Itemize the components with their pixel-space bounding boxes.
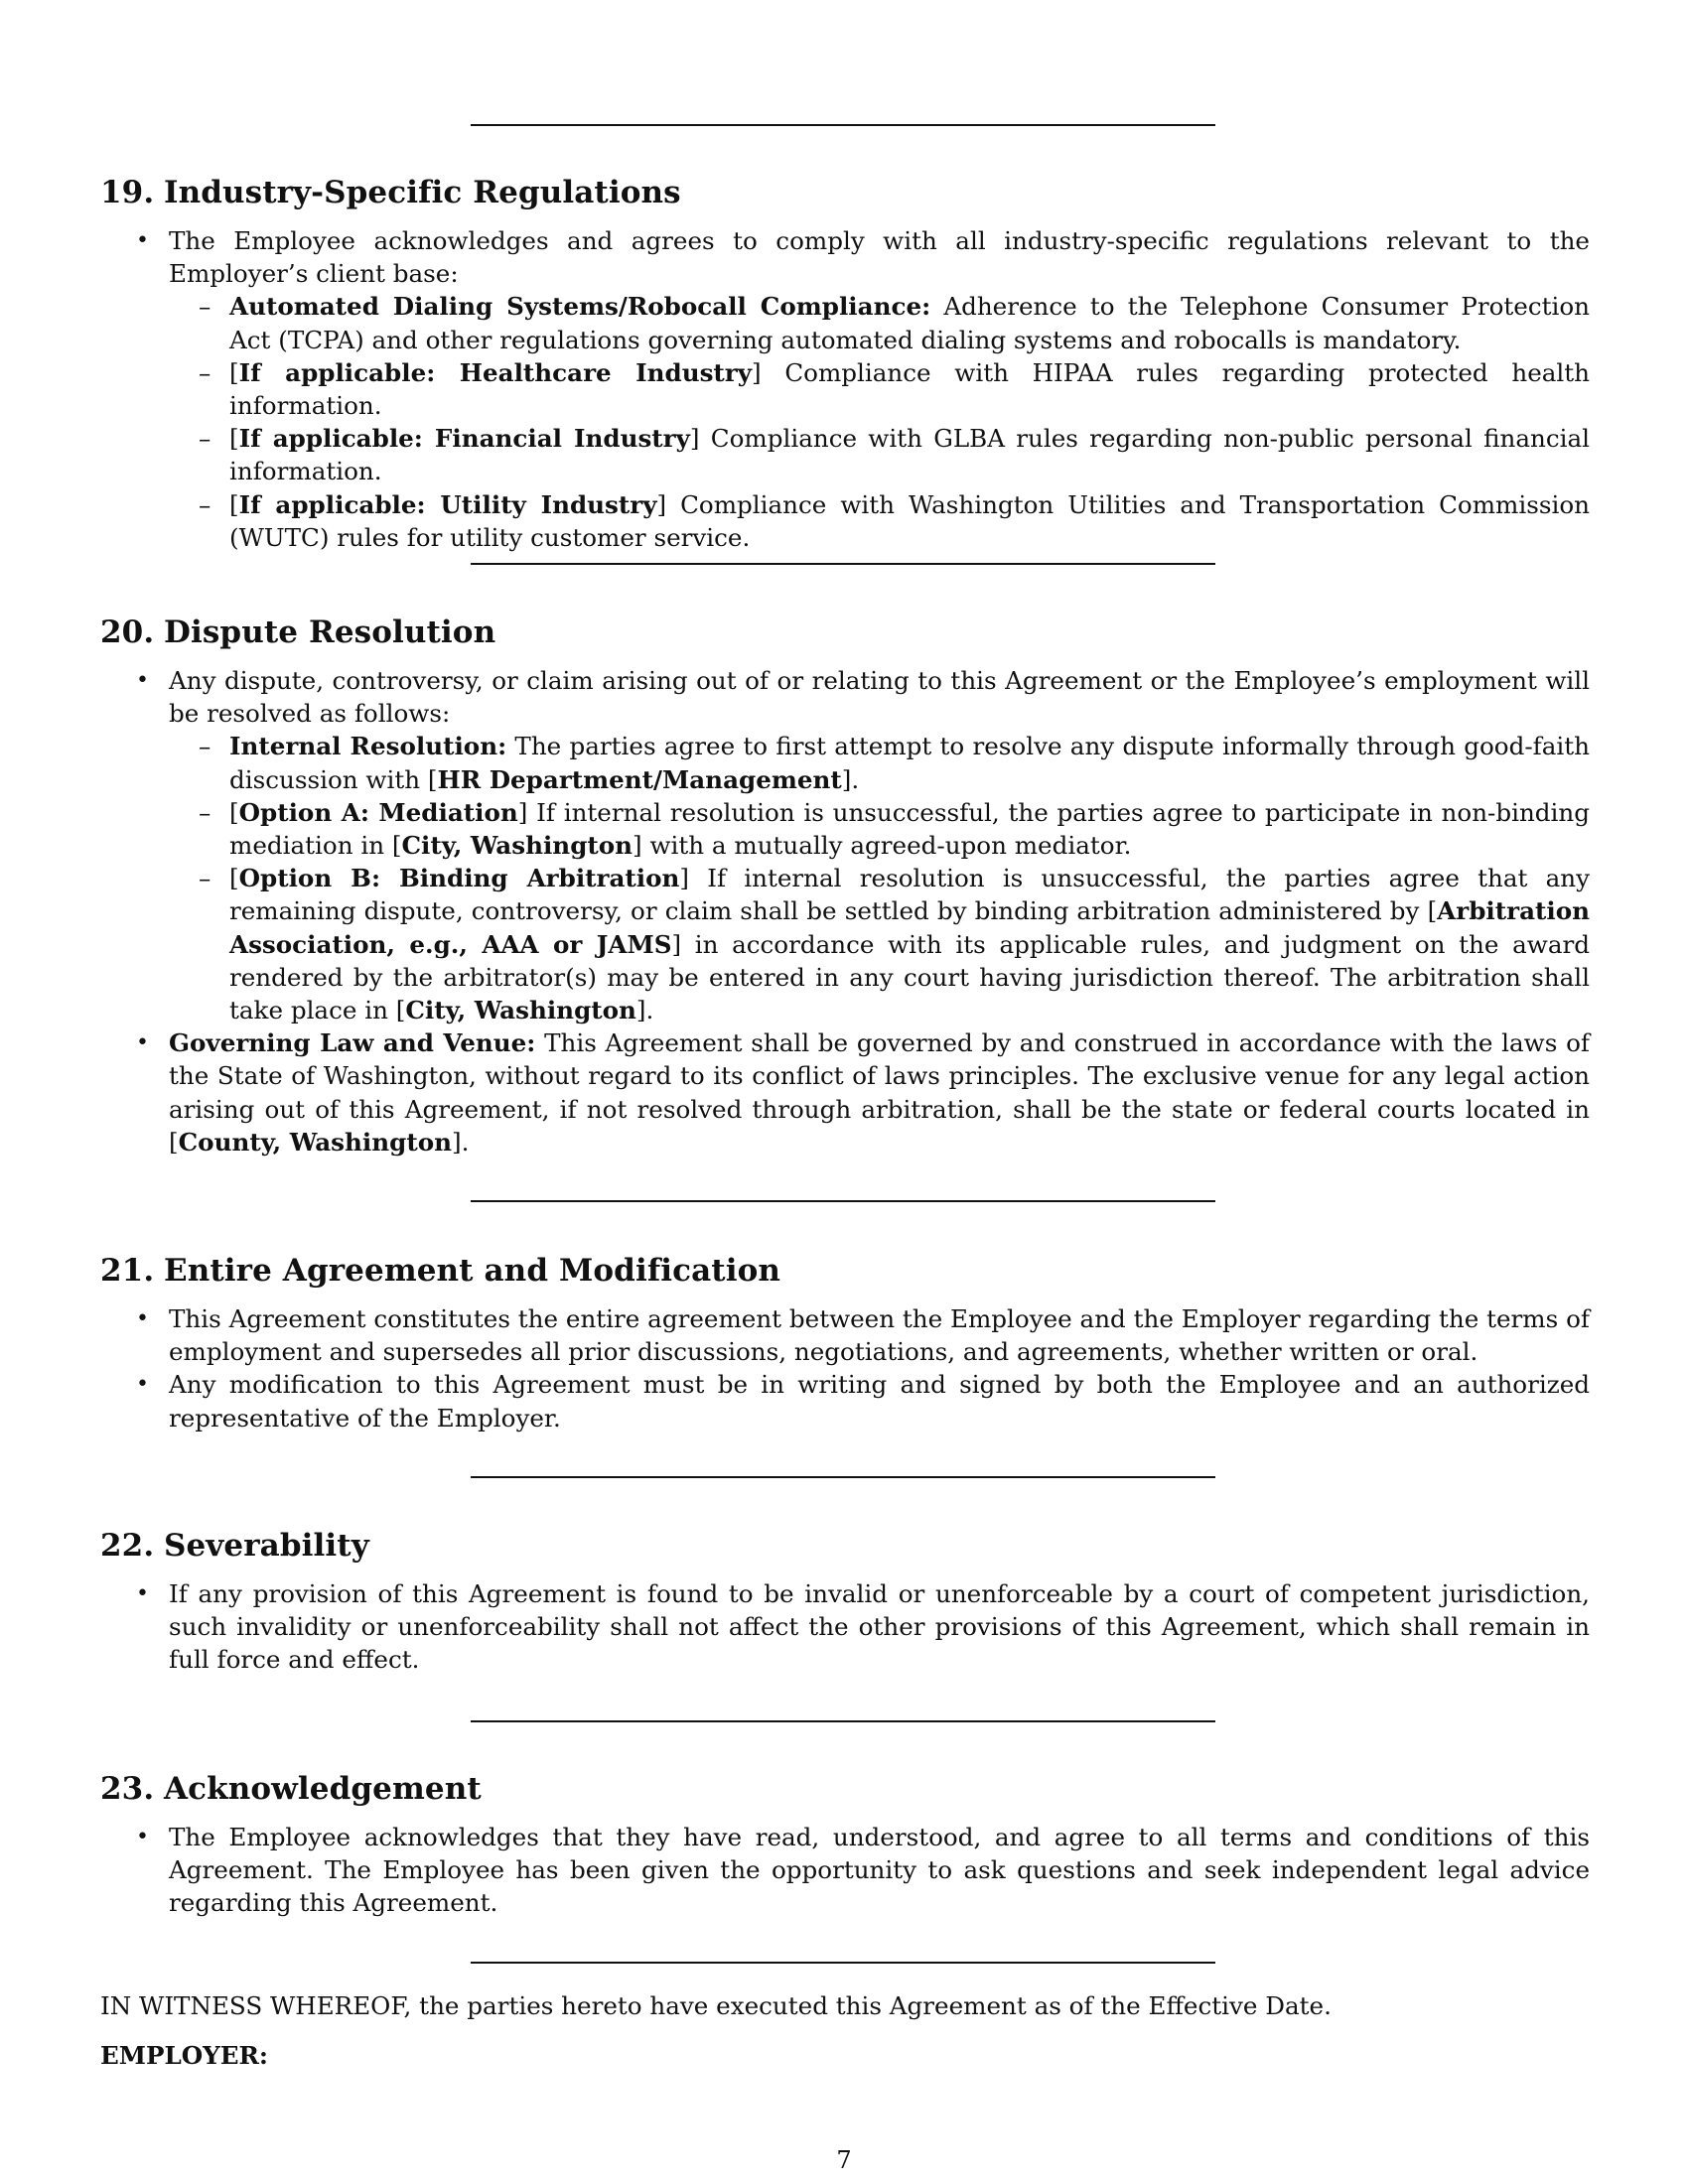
section-21 <box>100 1251 1590 1434</box>
list-item: – [Option A: Mediation] If internal resolution is unsuccessful, the parties agree to participate in non-binding mediation in [City, Washington] with a mutually agreed-upon mediator. <box>169 796 1590 862</box>
list-item: – Automated Dialing Systems/Robocall Compliance: Adherence to the Telephone Consumer Protection Act (TCPA) and other regulations governing automated dialing systems and robocalls is mandatory. <box>169 290 1590 355</box>
section-divider <box>471 124 1215 126</box>
list-item: • The Employee acknowledges that they have read, understood, and agree to all terms and conditions of this Agreement. The Employee has been given the opportunity to ask questions and seek independent legal advice regarding this Agreement. <box>100 1821 1590 1920</box>
list-item: – Internal Resolution: The parties agree to first attempt to resolve any dispute informally through good-faith discussion with [HR Department/Management]. <box>169 730 1590 795</box>
list-item: • Governing Law and Venue: This Agreement shall be governed by and construed in accordance with the laws of the State of Washington, without regard to its conflict of laws principles. The exclusive venue for any legal action arising out of this Agreement, if not resolved through arbitration, shall be the state or federal courts located in [County, Washington]. <box>100 1026 1590 1159</box>
section-divider <box>471 563 1215 565</box>
list-item: • Any modification to this Agreement must be in writing and signed by both the Employee and an authorized representative of the Employer. <box>100 1368 1590 1433</box>
list-item: – [If applicable: Financial Industry] Compliance with GLBA rules regarding non-public personal financial information. <box>169 422 1590 487</box>
section-heading: 21. Entire Agreement and Modification <box>100 1253 781 1289</box>
section-20 <box>100 613 1590 1159</box>
section-23 <box>100 1769 1590 1920</box>
list-item: • Any dispute, controversy, or claim arising out of or relating to this Agreement or the Employee’s employment will be resolved as follows: – Internal Resolution: The parties agree to first attempt to resolve any dispute informally through good-faith discussion with [HR Department/Management]. – [Option A: Mediation] If internal resolution is unsuccessful, the parties agree to participate in non-binding mediation in [City, Washington] with a mutually agreed-upon mediator. – [Option B: Binding Arbitration] If internal resolution is unsuccessful, the parties agree that any remaining dispute, controversy, or claim shall be settled by binding arbitration administered by [Arbitration Association, e.g., AAA or JAMS] in accordance with its applicable rules, and judgment on the award rendered by the arbitrator(s) may be entered in any court having jurisdiction thereof. The arbitration shall take place in [City, Washington]. <box>100 664 1590 1026</box>
section-divider <box>471 1476 1215 1478</box>
section-heading: 20. Dispute Resolution <box>100 614 496 650</box>
section-22 <box>100 1526 1590 1677</box>
page-number: 7 <box>836 2146 852 2174</box>
list-item: – [If applicable: Healthcare Industry] Compliance with HIPAA rules regarding protected health information. <box>169 356 1590 422</box>
list-item: • This Agreement constitutes the entire agreement between the Employee and the Employer regarding the terms of employment and supersedes all prior discussions, negotiations, and agreements, whether written or oral. <box>100 1302 1590 1368</box>
section-heading: 22. Severability <box>100 1528 369 1564</box>
list-item: • If any provision of this Agreement is found to be invalid or unenforceable by a court of competent jurisdiction, such invalidity or unenforceability shall not affect the other provisions of this Agreement, which shall remain in full force and effect. <box>100 1577 1590 1677</box>
section-heading: 23. Acknowledgement <box>100 1771 482 1807</box>
list-item: – [If applicable: Utility Industry] Compliance with Washington Utilities and Transportation Commission (WUTC) rules for utility customer service. <box>169 488 1590 554</box>
section-heading: 19. Industry-Specific Regulations <box>100 175 681 210</box>
section-divider <box>471 1200 1215 1202</box>
employer-label: EMPLOYER: <box>100 2041 268 2070</box>
section-19 <box>100 173 1590 554</box>
section-divider <box>471 1720 1215 1722</box>
witness-statement: IN WITNESS WHEREOF, the parties hereto have executed this Agreement as of the Effective Date. <box>100 1991 1332 2020</box>
list-item: • The Employee acknowledges and agrees to comply with all industry-specific regulations relevant to the Employer’s client base: – Automated Dialing Systems/Robocall Compliance: Adherence to the Telephone Consumer Protection Act (TCPA) and other regulations governing automated dialing systems and robocalls is mandatory. – [If applicable: Healthcare Industry] Compliance with HIPAA rules regarding protected health information. – [If applicable: Financial Industry] Compliance with GLBA rules regarding non-public personal financial information. – [If applicable: Utility Industry] Compliance with Washington Utilities and Transportation Commission (WUTC) rules for utility customer service. <box>100 224 1590 554</box>
list-item: – [Option B: Binding Arbitration] If internal resolution is unsuccessful, the parties agree that any remaining dispute, controversy, or claim shall be settled by binding arbitration administered by [Arbitration Association, e.g., AAA or JAMS] in accordance with its applicable rules, and judgment on the award rendered by the arbitrator(s) may be entered in any court having jurisdiction thereof. The arbitration shall take place in [City, Washington]. <box>169 862 1590 1026</box>
section-divider <box>471 1962 1215 1964</box>
